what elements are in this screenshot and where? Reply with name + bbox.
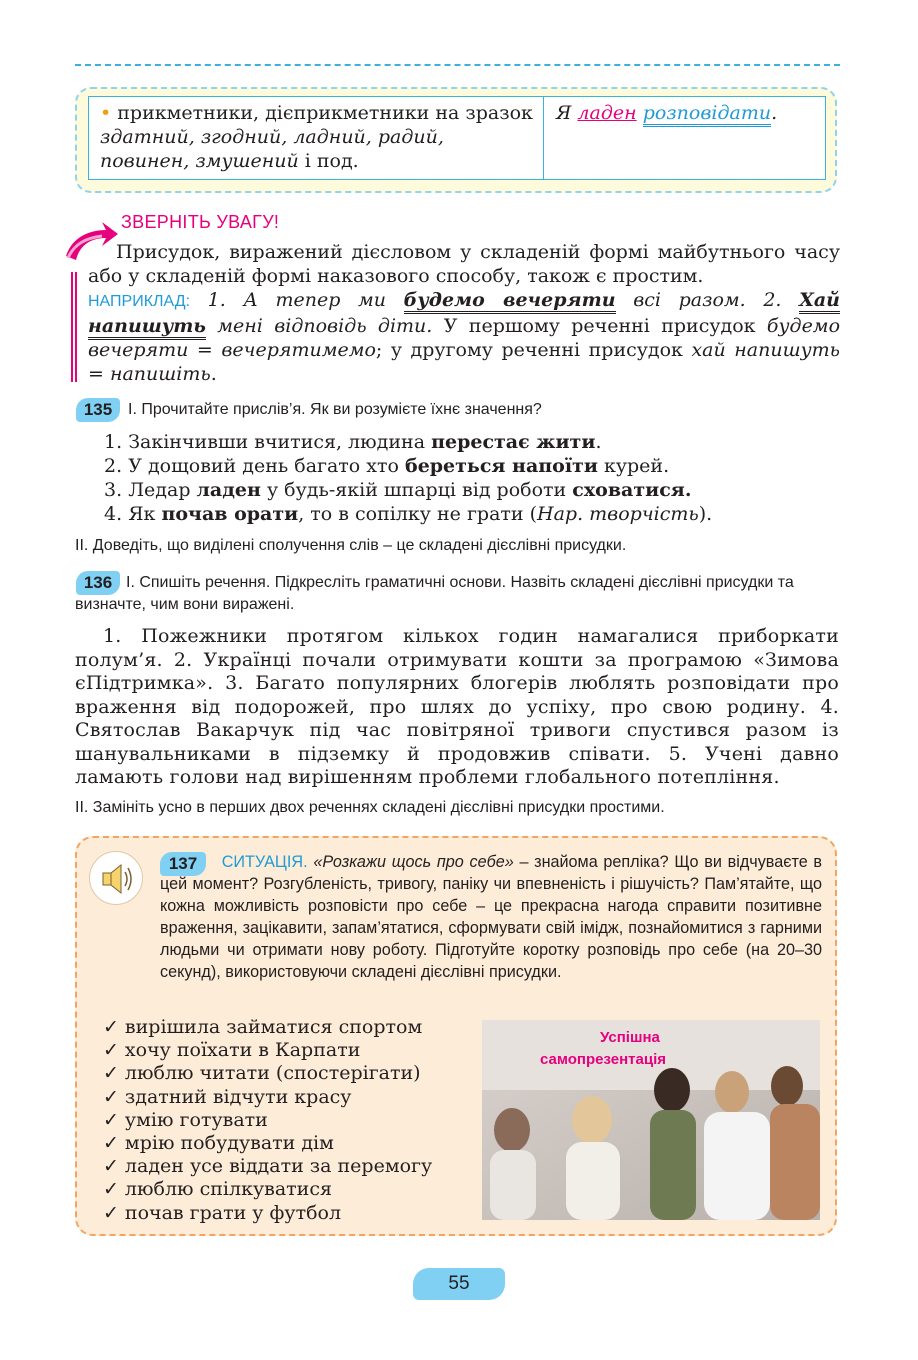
checkmark-icon: ✓ [103, 1201, 119, 1224]
list-item: ✓ здатний відчути красу [103, 1085, 352, 1108]
exercise-135-list [104, 430, 834, 526]
audio-icon[interactable] [89, 851, 143, 905]
list-item: ✓ почав грати у футбол [103, 1201, 342, 1224]
exercise-137-badge: 137 [160, 852, 206, 876]
checkmark-icon: ✓ [103, 1062, 119, 1085]
top-dashed-rule [75, 64, 840, 66]
attention-title: ЗВЕРНІТЬ УВАГУ! [121, 212, 280, 232]
checkmark-icon: ✓ [103, 1085, 119, 1108]
list-item: ✓ люблю читати (спостерігати) [103, 1062, 421, 1085]
exercise-136-task: І. Спишіть речення. Підкресліть граматичні основи. Назвіть складені дієслівні присудки та визначте, чим вони виражені. [75, 574, 794, 613]
photo-caption-line1: Успішна [600, 1029, 660, 1046]
example-left-cell: • прикметники, дієприкметники на зразок здатний, згодний, ладний, радий, повинен, змушений і под. [100, 102, 533, 172]
example-label: НАПРИКЛАД: [88, 293, 191, 310]
list-item: ✓ вирішила займатися спортом [103, 1016, 423, 1038]
example-table-divider [543, 96, 544, 180]
attention-text: Присудок, виражений дієсловом у складеній формі майбутнього часу або у складеній формі наказового способу, також є простим. НАПРИКЛАД: 1. А тепер ми будемо вечеряти всі разом. 2. Хай напишуть мені відповідь діти. У першому реченні присудок будемо вечеряти = вечерятимемо; у другому реченні присудок хай напишуть = напишіть. [88, 241, 841, 385]
list-item: 2. У дощовий день багато хто береться напоїти курей. [104, 455, 670, 477]
list-item: ✓ мрію побудувати дім [103, 1132, 334, 1155]
list-item: 3. Ледар ладен у будь-якій шпарці від роботи сховатися. [104, 479, 692, 501]
exercise-135-task: І. Прочитайте прислів’я. Як ви розумієте їхнє значення? [128, 401, 542, 418]
self-presentation-photo [482, 1020, 820, 1220]
highlight-word-laden: ладен [577, 102, 637, 124]
situation-label: СИТУАЦІЯ. [221, 853, 308, 871]
photo-caption-line2: самопрезентація [540, 1051, 666, 1068]
checkmark-icon: ✓ [103, 1016, 119, 1038]
exercise-135-badge: 135 [76, 398, 120, 422]
bullet-icon: • [100, 102, 112, 124]
checkmark-icon: ✓ [103, 1132, 119, 1155]
list-item: ✓ ладен усе віддати за перемогу [103, 1155, 433, 1178]
list-item: ✓ люблю спілкуватися [103, 1178, 332, 1201]
list-item: ✓ хочу поїхати в Карпати [103, 1039, 361, 1062]
page-number: 55 [413, 1268, 505, 1300]
list-item: 1. Закінчивши вчитися, людина перестає жити. [104, 431, 602, 453]
check-list [103, 1016, 432, 1225]
checkmark-icon: ✓ [103, 1155, 119, 1178]
list-item: ✓ умію готувати [103, 1108, 268, 1131]
example-right-cell: Я ладен розповідати. [556, 101, 822, 125]
checkmark-icon: ✓ [103, 1108, 119, 1131]
checkmark-icon: ✓ [103, 1039, 119, 1062]
checkmark-icon: ✓ [103, 1178, 119, 1201]
exercise-136-task2: ІІ. Замініть усно в перших двох реченнях складені дієслівні присудки простими. [75, 799, 665, 816]
list-item: 4. Як почав орати, то в сопілку не грати (Нар. творчість). [104, 503, 713, 525]
highlight-word-rozpovidaty: розповідати [643, 102, 771, 127]
exercise-136-text: 1. Пожежники протягом кількох годин намагалися приборкати полум’я. 2. Українці почали отримувати кошти за програмою «Зимова єПідтримка». 3. Багато популярних блогерів люблять розповідати про враження від подорожей, про шлях до успіху, про свою родину. 4. Святослав Вакарчук під час повітряної тривоги спустився разом із шанувальниками в підземку й продовжив співати. 5. Учені давно ламають голови над вирішенням проблеми глобального потепління. [75, 625, 839, 788]
speaker-icon [90, 852, 144, 906]
situation-text: СИТУАЦІЯ. «Розкажи щось про себе» – знайома репліка? Що ви відчуваєте в цей момент? Розгубленість, тривогу, паніку чи впевненість і рішучість? Пам’ятайте, що кожна можливість розповісти про себе – це прекрасна нагода справити позитивне враження, зацікавити, запам’ятатися, сформувати свій імідж, познайомитися з гарними людьми чи отримати нову роботу. Підготуйте коротку розповідь про себе (на 20–30 секунд), використовуючи складені дієслівні присудки. [160, 853, 823, 981]
exercise-135-task2: ІІ. Доведіть, що виділені сполучення слів – це складені дієслівні присудки. [75, 537, 627, 554]
exercise-136-badge: 136 [76, 571, 120, 595]
attention-side-bar [71, 272, 77, 382]
